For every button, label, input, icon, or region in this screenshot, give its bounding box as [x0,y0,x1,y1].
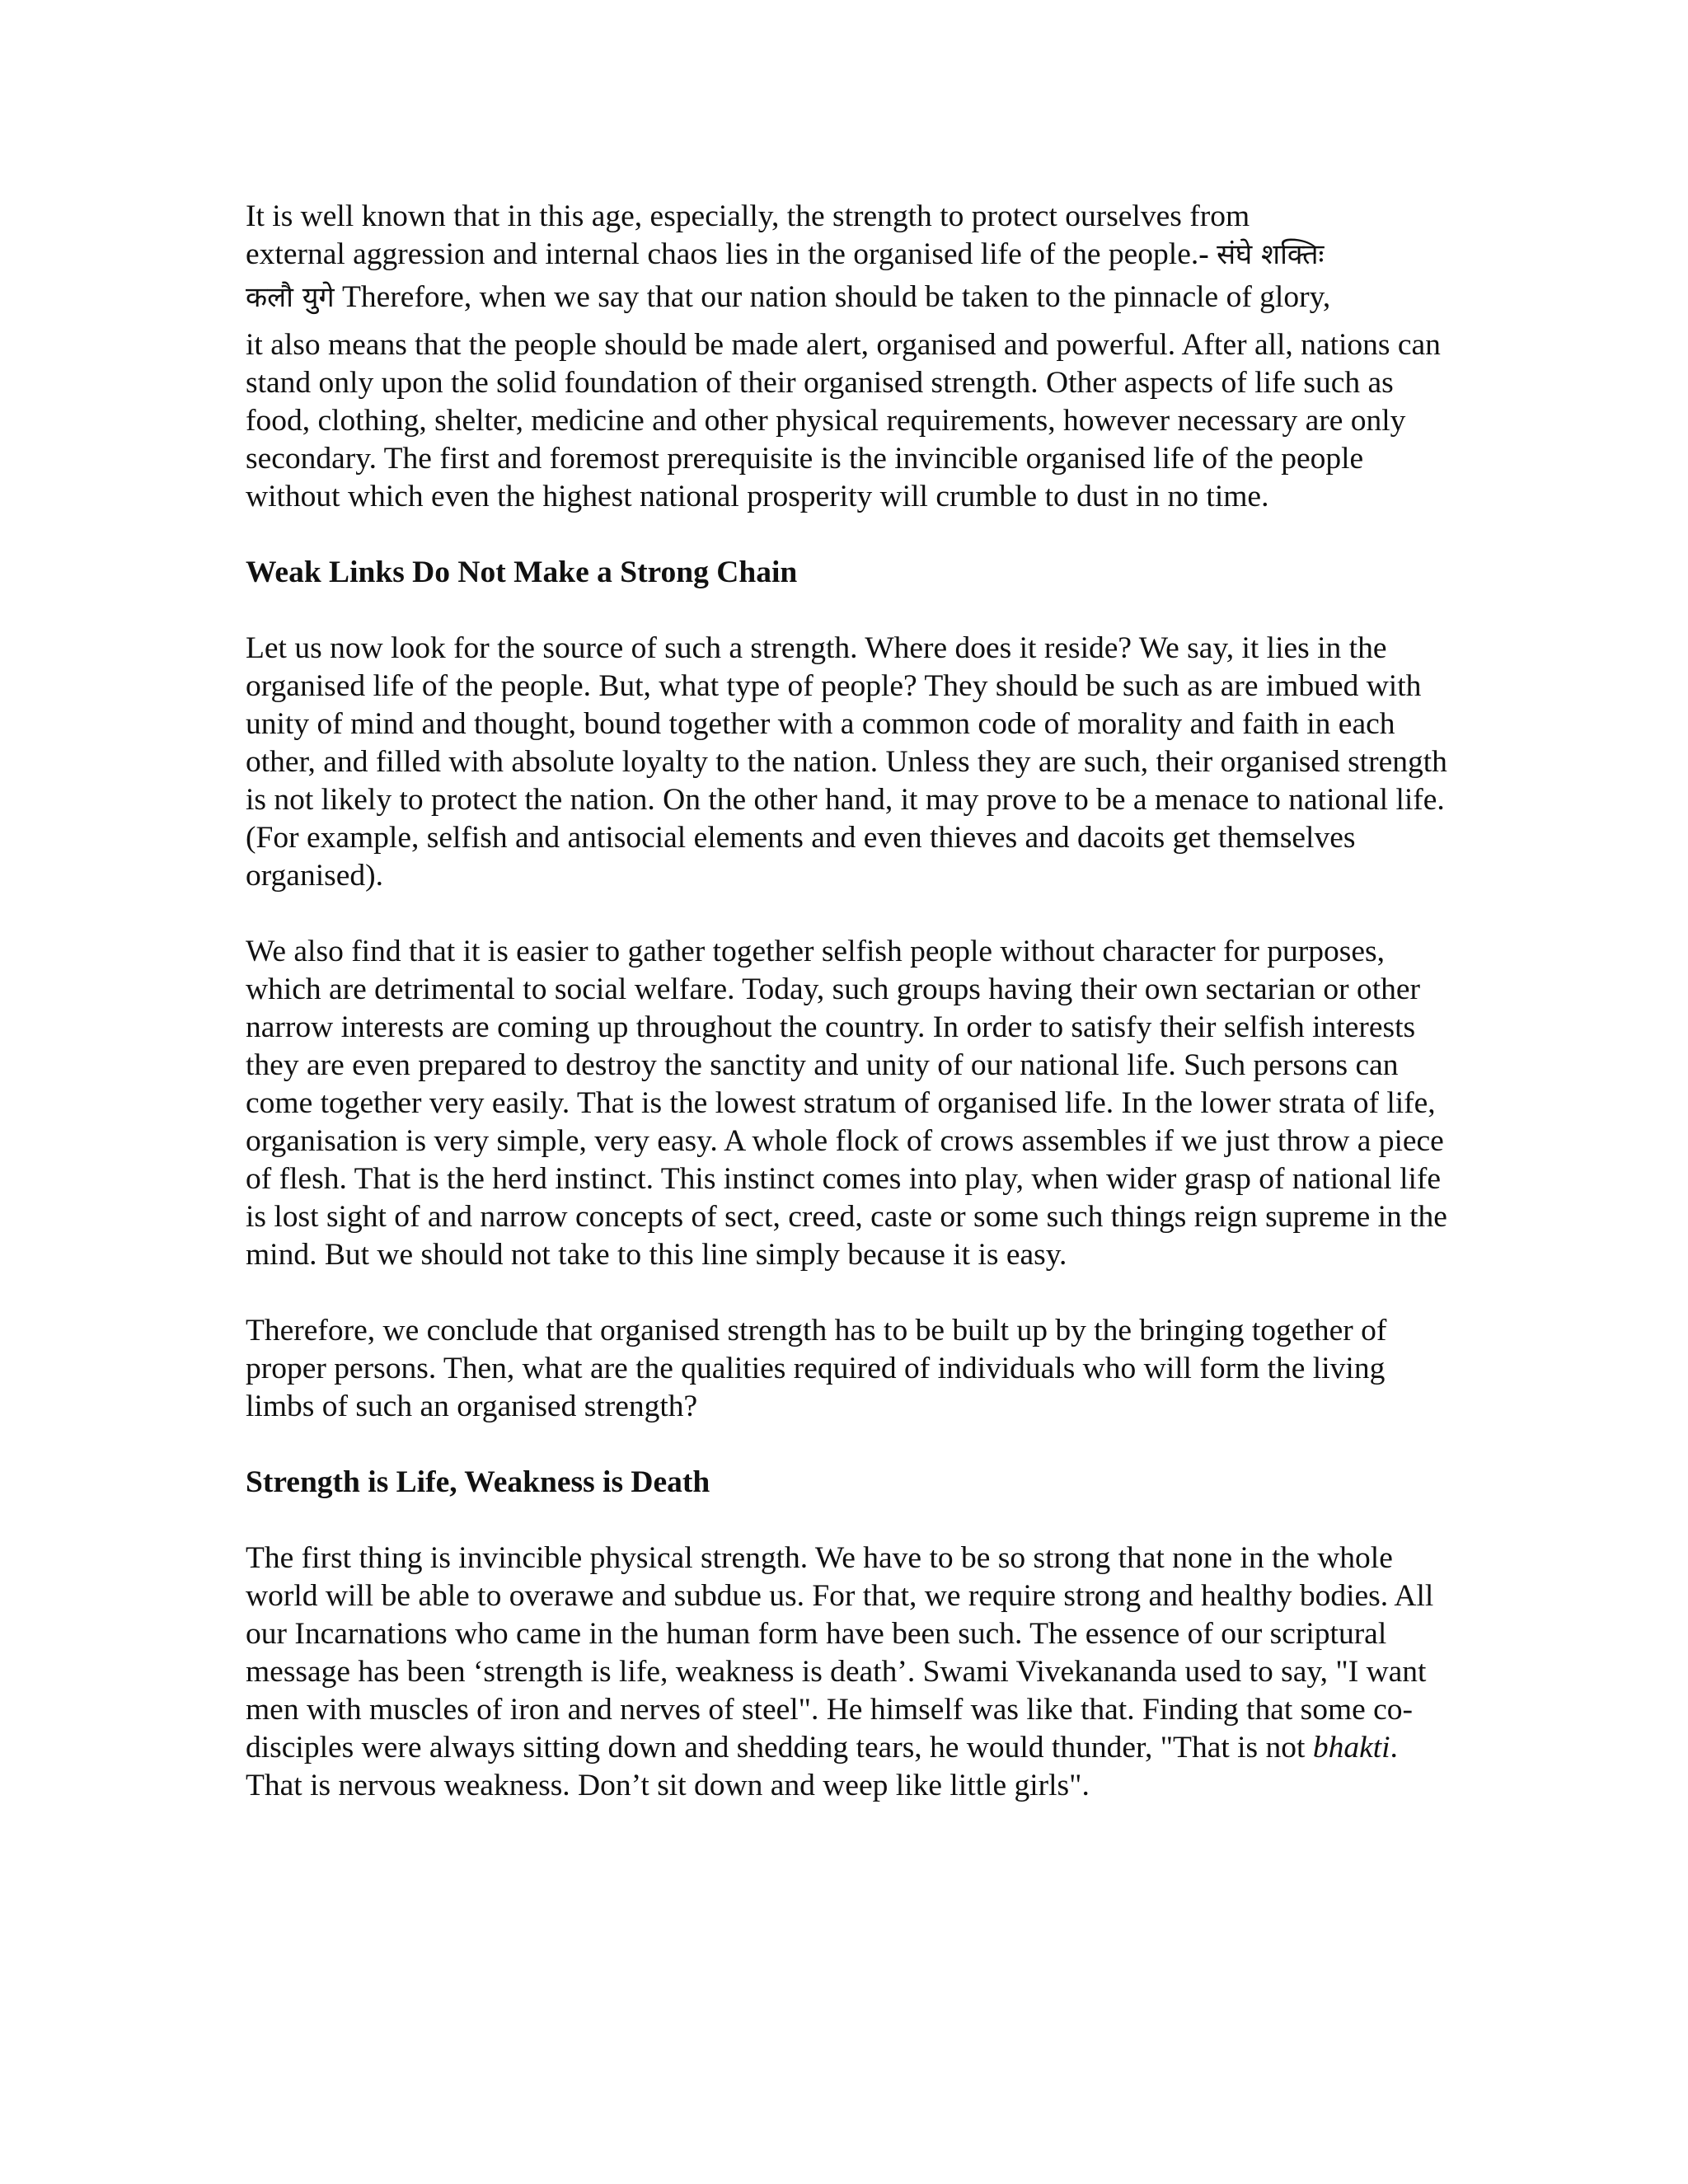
intro-line-3-text: Therefore, when we say that our nation should be taken to the pinnacle of glory, [334,280,1331,314]
paragraph-source-of-strength: Let us now look for the source of such a strength. Where does it reside? We say, it lies in the organised life of the people. But, what type of people? They should be such as are imbued with unity of mind and thought, bound together with a common code of morality and faith in each other, and filled with absolute loyalty to the nation. Unless they are such, their organised strength is not likely to protect the nation. On the other hand, it may prove to be a menace to national life. (For example, selfish and antisocial elements and even thieves and dacoits get themselves organised). [246,631,1447,893]
document-body [246,198,1449,1843]
intro-line-1: It is well known that in this age, especially, the strength to protect ourselves from [246,199,1250,233]
intro-rest: it also means that the people should be made alert, organised and powerful. After all, nations can stand only upon the solid foundation of their organised strength. Other aspects of life such as food, clothing, shelter, medicine and other physical requirements, however necessary are only secondary. The first and foremost prerequisite is the invincible organised life of the people without which even the highest national prosperity will crumble to dust in no time. [246,328,1441,513]
sanskrit-phrase-part-1: संघे शक्तिः [1217,238,1325,271]
section-heading-strength-is-life: Strength is Life, Weakness is Death [246,1465,710,1499]
sanskrit-phrase-part-2: कलौ युगे [246,281,335,314]
bhakti-term: bhakti [1312,1731,1390,1765]
physical-strength-text-a: The first thing is invincible physical strength. We have to be so strong that none in the whole world will be able to overawe and subdue us. For that, we require strong and healthy bodies. All our Incarnations who came in the human form have been such. The essence of our scriptural message has been ‘strength is life, weakness is death’. Swami Vivekananda used to say, "I want men with muscles of iron and nerves of steel". He himself was like that. Finding that some co-disciples were always sitting down and shedding tears, he would thunder, "That is not [246,1541,1434,1765]
intro-line-3 [246,274,1449,321]
intro-dash: - [1198,237,1217,271]
paragraph-physical-strength [246,1540,1449,1805]
section-heading-weak-links: Weak Links Do Not Make a Strong Chain [246,555,798,589]
intro-paragraph [246,198,1449,516]
physical-strength-text-b: . That is nervous weakness. Don’t sit down and weep like little girls". [246,1731,1398,1802]
paragraph-conclusion: Therefore, we conclude that organised strength has to be built up by the bringing together of proper persons. Then, what are the qualities required of individuals who will form the living limbs of such an organised strength? [246,1314,1387,1423]
paragraph-selfish-groups: We also find that it is easier to gather together selfish people without character for purposes, which are detrimental to social welfare. Today, such groups having their own sectarian or other narrow interests are coming up throughout the country. In order to satisfy their selfish interests they are even prepared to destroy the sanctity and unity of our national life. Such persons can come together very easily. That is the lowest stratum of organised life. In the lower strata of life, organisation is very simple, very easy. A whole flock of crows assembles if we just throw a piece of flesh. That is the herd instinct. This instinct comes into play, when wider grasp of national life is lost sight of and narrow concepts of sect, creed, caste or some such things reign supreme in the mind. But we should not take to this line simply because it is easy. [246,935,1447,1272]
intro-line-2: external aggression and internal chaos lies in the organised life of the people. [246,237,1199,271]
